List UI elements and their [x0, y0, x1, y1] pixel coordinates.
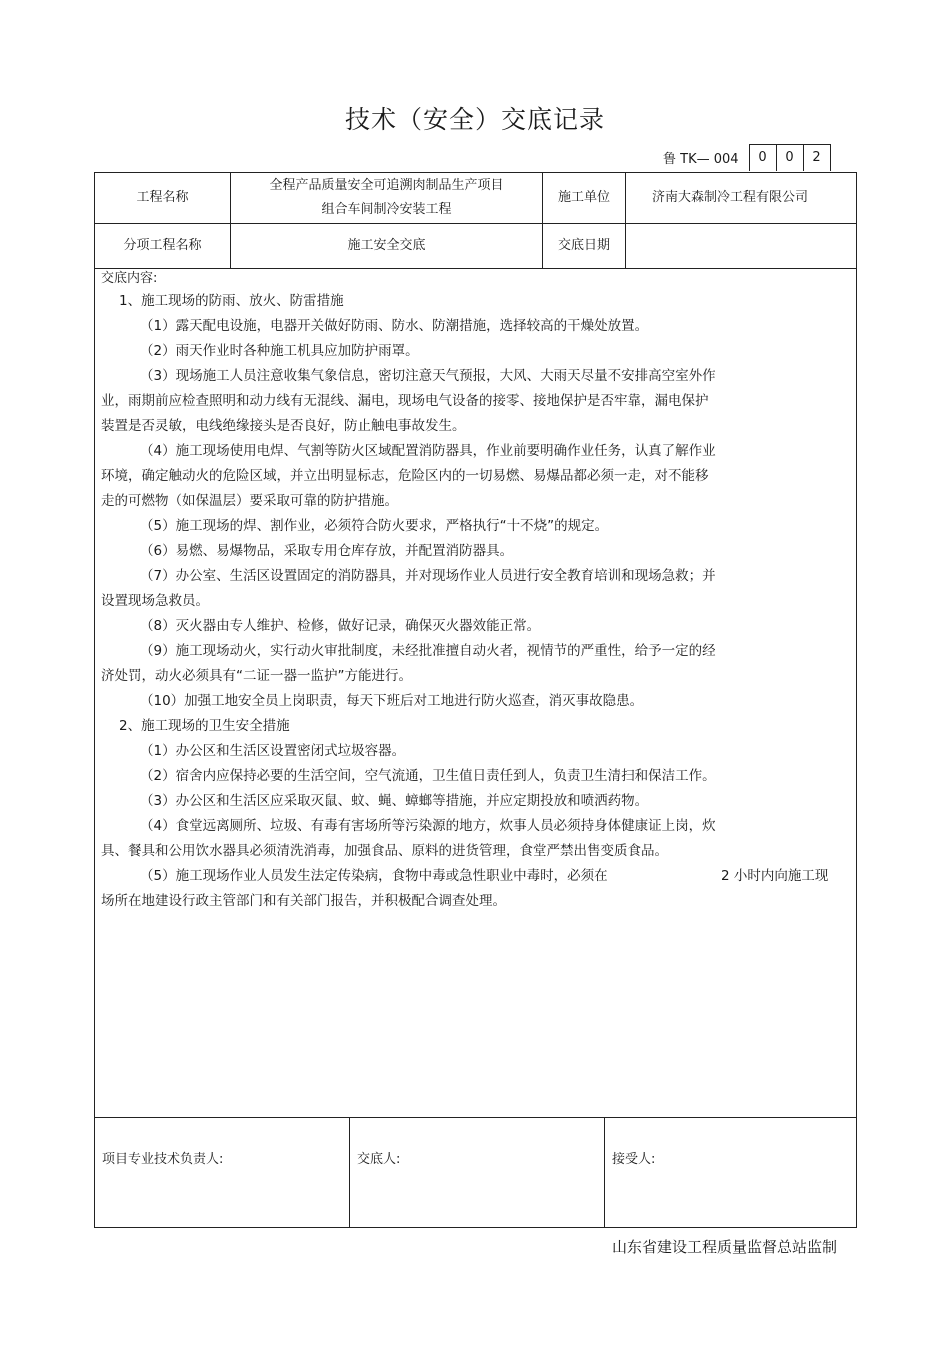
content-line: 1、施工现场的防雨、放火、防雷措施 — [119, 293, 344, 309]
sub-project-label: 分项工程名称 — [95, 224, 231, 268]
form-code-label: 鲁 TK— 004 — [663, 151, 739, 167]
date-label: 交底日期 — [543, 224, 626, 268]
content-line: （2）雨天作业时各种施工机具应加防护雨罩。 — [140, 343, 419, 359]
footer-issuer: 山东省建设工程质量监督总站监制 — [611, 1238, 837, 1256]
construction-unit-label: 施工单位 — [543, 173, 626, 223]
signature-row — [95, 1117, 856, 1227]
content-line: （9）施工现场动火，实行动火审批制度，未经批准擅自动火者，视情节的严重性，给予一定的经 — [140, 643, 716, 659]
content-section — [95, 269, 856, 1118]
form-code — [663, 144, 831, 170]
form-code-digit: 0 — [777, 145, 804, 171]
project-name-line1: 全程产品质量安全可追溯肉制品生产项目 — [269, 178, 504, 193]
content-line: （2）宿舍内应保持必要的生活空间，空气流通，卫生值日责任到人，负责卫生清扫和保洁工作。 — [140, 768, 716, 784]
tech-lead-label: 项目专业技术负责人: — [102, 1152, 224, 1167]
content-line: （7）办公室、生活区设置固定的消防器具，并对现场作业人员进行安全教育培训和现场急救；并 — [140, 568, 716, 584]
content-line: （4）施工现场使用电焊、气割等防火区域配置消防器具，作业前要明确作业任务，认真了解作业 — [140, 443, 716, 459]
form-code-boxes — [749, 144, 831, 171]
receiver-signature-cell[interactable] — [605, 1117, 856, 1227]
project-name-value — [231, 173, 543, 223]
date-value — [626, 224, 856, 268]
content-line: 2、施工现场的卫生安全措施 — [119, 718, 290, 734]
content-line: （3）现场施工人员注意收集气象信息，密切注意天气预报，大风、大雨天尽量不安排高空室外作 — [140, 368, 716, 384]
project-name-line2: 组合车间制冷安装工程 — [321, 202, 452, 217]
content-label: 交底内容: — [101, 271, 158, 286]
content-line: 2 小时内向施工现 — [721, 868, 829, 884]
content-line: （4）食堂远离厕所、垃圾、有毒有害场所等污染源的地方，炊事人员必须持身体健康证上岗，炊 — [140, 818, 716, 834]
content-line: （5）施工现场的焊、割作业，必须符合防火要求，严格执行“十不烧”的规定。 — [140, 518, 609, 534]
project-row — [95, 173, 856, 224]
content-line: 走的可燃物（如保温层）要采取可靠的防护措施。 — [101, 493, 398, 509]
receiver-label: 接受人: — [612, 1152, 656, 1167]
presenter-signature-cell[interactable] — [350, 1117, 605, 1227]
content-line: 场所在地建设行政主管部门和有关部门报告，并积极配合调查处理。 — [101, 893, 506, 909]
content-line: 设置现场急救员。 — [101, 593, 209, 609]
content-line: （8）灭火器由专人维护、检修，做好记录，确保灭火器效能正常。 — [140, 618, 541, 634]
content-line: 具、餐具和公用饮水器具必须清洗消毒，加强食品、原料的进货管理，食堂严禁出售变质食品。 — [101, 843, 668, 859]
content-line: （10）加强工地安全员上岗职责，每天下班后对工地进行防火巡查，消灭事故隐患。 — [140, 693, 644, 709]
content-line: 济处罚，动火必须具有“二证一器一监护”方能进行。 — [101, 668, 412, 684]
tech-lead-signature-cell[interactable] — [95, 1117, 350, 1227]
content-line: 装置是否灵敏，电线绝缘接头是否良好，防止触电事故发生。 — [101, 418, 466, 434]
content-line: （1）露天配电设施，电器开关做好防雨、防水、防潮措施，选择较高的干燥处放置。 — [140, 318, 649, 334]
content-line: （6）易燃、易爆物品，采取专用仓库存放，并配置消防器具。 — [140, 543, 514, 559]
sub-project-value: 施工安全交底 — [231, 224, 543, 268]
content-line: （1）办公区和生活区设置密闭式垃圾容器。 — [140, 743, 406, 759]
project-name-label: 工程名称 — [95, 173, 231, 223]
presenter-label: 交底人: — [357, 1152, 401, 1167]
sub-project-row — [95, 224, 856, 269]
construction-unit-value: 济南大森制冷工程有限公司 — [652, 190, 809, 205]
record-table — [94, 172, 857, 1228]
content-line: （5）施工现场作业人员发生法定传染病，食物中毒或急性职业中毒时，必须在 — [140, 868, 608, 884]
content-line: 业，雨期前应检查照明和动力线有无混线、漏电，现场电气设备的接零、接地保护是否牢靠，漏电保护 — [101, 393, 709, 409]
content-line: 环境，确定触动火的危险区域，并立出明显标志，危险区内的一切易燃、易爆品都必须一走，对不能移 — [101, 468, 709, 484]
form-code-digit: 0 — [750, 145, 777, 171]
content-line: （3）办公区和生活区应采取灭鼠、蚊、蝇、蟑螂等措施，并应定期投放和喷洒药物。 — [140, 793, 649, 809]
form-code-digit: 2 — [812, 150, 821, 165]
page-title: 技术（安全）交底记录 — [344, 105, 605, 134]
